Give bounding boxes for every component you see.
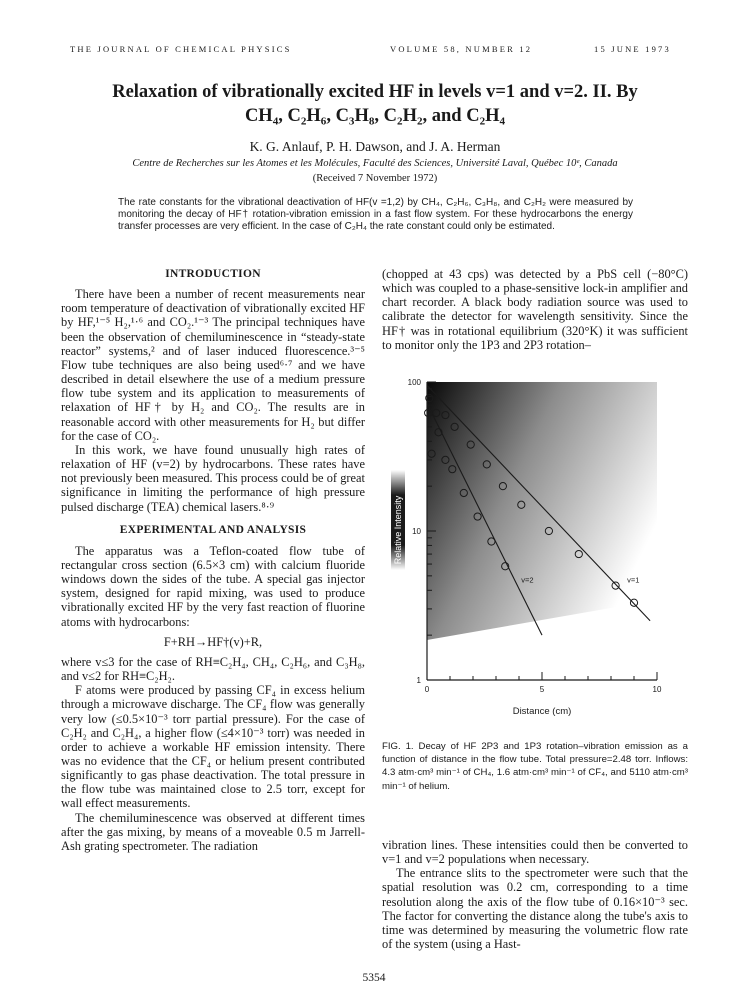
experimental-paragraph-1: The apparatus was a Teflon-coated flow tube of rectangular cross section (6.5×3 cm) with calcium fluoride windows down the sides of the tube. A special gas injector system, designed for rapid mixing, was used to produce vibrationally excited HF by the very fast reaction of fluorine atoms with hydrocarbons: xyxy=(61,543,365,629)
journal-name: THE JOURNAL OF CHEMICAL PHYSICS xyxy=(70,44,292,54)
volume-number: VOLUME 58, NUMBER 12 xyxy=(390,44,533,54)
figure-1-chart xyxy=(372,370,688,730)
authors: K. G. Anlauf, P. H. Dawson, and J. A. Herman xyxy=(249,139,501,154)
y-axis-label: Relative Intensity xyxy=(393,495,403,565)
right-column-bottom xyxy=(382,838,688,951)
x-tick-label: 10 xyxy=(652,685,662,694)
series-label-v2: v=2 xyxy=(521,575,534,585)
issue-date: 15 JUNE 1973 xyxy=(594,44,671,54)
x-axis-label: Distance (cm) xyxy=(512,706,572,717)
received-date: (Received 7 November 1972) xyxy=(312,173,438,184)
plot-shading xyxy=(427,382,657,640)
experimental-paragraph-3: F atoms were produced by passing CF₄ in excess helium through a microwave discharge. The CF₄ flow was generally very low (≤0.5×10⁻³ torr partial pressure). For the case of C₂H₂ and C₂H₄, a higher flow (≤4×10⁻³ torr) was needed in order to achieve a workable HF emission intensity. There was no evidence that the CF₄ or helium present contributed significantly to gas phase deactivation. The total pressure in the flow tube was maintained close to 2.5 torr, except for wall effect measurements. xyxy=(61,683,365,811)
left-column xyxy=(61,267,365,853)
abstract: The rate constants for the vibrational deactivation of HF(v =1,2) by CH₄, C₂H₆, C₃H₈, and C₂H₂ were measured by monitoring the decay of HF† rotation-vibration emission in a fast flow system. For these hydrocarbons the energy transfer processes are very efficient. In the case of C₂H₄ the rate constant could only be estimated. xyxy=(118,197,633,233)
title-line-1: Relaxation of vibrationally excited HF in levels v=1 and v=2. II. By xyxy=(112,82,638,102)
affiliation: Centre de Recherches sur les Atomes et les Molécules, Faculté des Sciences, Université Laval, Québec 10ᵉ, Canada xyxy=(132,158,618,169)
experimental-paragraph-4: The chemiluminescence was observed at different times after the gas mixing, by means of a moveable 0.5 m Jarrell-Ash grating spectrometer. The radiation xyxy=(61,810,365,853)
right-paragraph-1: vibration lines. These intensities could then be converted to v=1 and v=2 populations when necessary. xyxy=(382,838,688,867)
y-tick-label: 1 xyxy=(416,676,421,685)
reaction-equation: F+RH→HF†(v)+R, xyxy=(163,634,263,649)
y-tick-label: 100 xyxy=(407,378,421,387)
x-tick-label: 0 xyxy=(424,685,430,694)
running-head xyxy=(70,44,680,58)
right-paragraph-2: The entrance slits to the spectrometer were such that the spatial resolution was 0.2 cm, corresponding to a time resolution along the axis of the flow tube of 0.16×10⁻³ sec. The factor for converting the distance along the tube's axis to time was determined by measuring the volumetric flow rate of the system (using a Hast- xyxy=(382,866,688,952)
right-column-top: (chopped at 43 cps) was detected by a PbS cell (−80°C) which was coupled to a phase-sensitive lock-in amplifier and chart recorder. A black body radiation source was used to calibrate the detector for wavelength sensitivity. Since the HF† was in rotational equilibrium (320°K) it was sufficient to monitor only the 1P3 and 2P3 rotation– xyxy=(382,267,688,352)
figure-1-caption: FIG. 1. Decay of HF 2P3 and 1P3 rotation–vibration emission as a function of distance in the flow tube. Total pressure=2.48 torr. Inflows: 4.3 atm·cm³ min⁻¹ of CH₄, 1.6 atm·cm³ min⁻¹ of CF₄, and 5110 atm·cm³ min⁻¹ of helium. xyxy=(382,741,688,792)
experimental-paragraph-2: where v≤3 for the case of RH≡C₂H₄, CH₄, C₂H₆, and C₃H₈, and v≤2 for RH≡C₂H₂. xyxy=(61,654,365,684)
article-title xyxy=(60,80,690,128)
intro-paragraph-2: In this work, we have found unusually high rates of relaxation of HF (v=2) by hydrocarbons. These rates have not previously been measured. This process could be of great significance in limiting the performance of high pressure pulsed discharge (TEA) chemical lasers.⁸·⁹ xyxy=(61,442,365,514)
page-number: 5354 xyxy=(362,972,386,984)
introduction-heading: INTRODUCTION xyxy=(165,268,261,280)
title-line-2: CH₄, C₂H₆, C₃H₈, C₂H₂, and C₂H₄ xyxy=(244,106,506,126)
experimental-heading: EXPERIMENTAL AND ANALYSIS xyxy=(119,523,307,536)
x-tick-label: 5 xyxy=(539,685,545,694)
series-label-v1: v=1 xyxy=(627,575,640,585)
intro-paragraph-1: There have been a number of recent measurements near room temperature of deactivation of vibrationally excited HF by HF,¹⁻⁵ H₂,¹·⁶ and CO₂.¹⁻³ The principal techniques have been the observation of chemiluminescence in “steady-state reactor” systems,² and of laser induced fluorescence.³⁻⁵ Flow tube techniques are also being used⁶·⁷ and we have described in detail elsewhere the use of a medium pressure flow tube system and its application to measurements of relaxation of HF† by H₂ and CO₂. The results are in reasonable accord with other measurements for H₂ but differ for the case of CO₂. xyxy=(61,287,365,443)
y-tick-label: 10 xyxy=(412,527,421,536)
